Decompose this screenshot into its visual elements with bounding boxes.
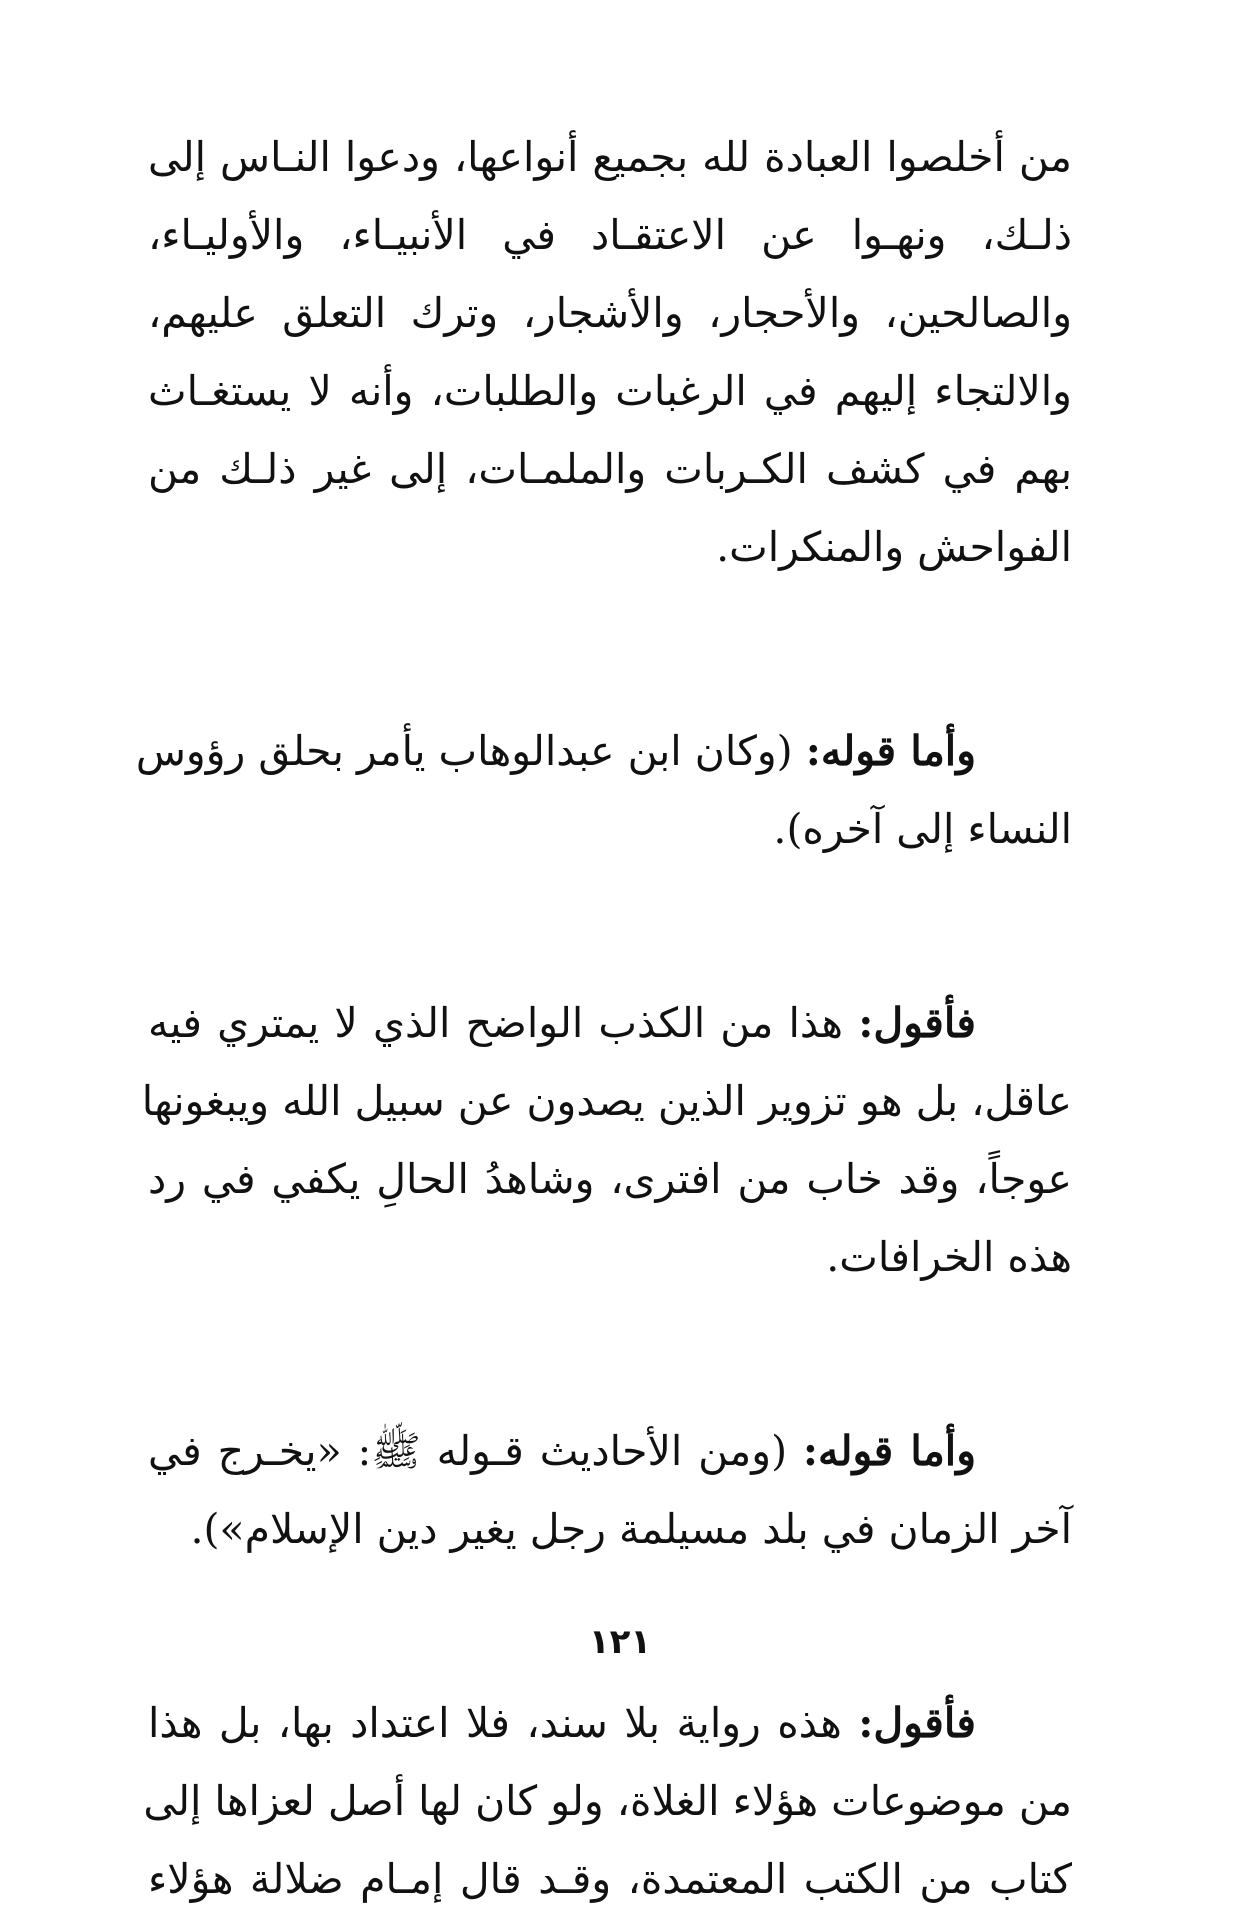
text-line: والصالحين، والأحجار، والأشجار، وترك التعلق عليهم،: [148, 289, 1072, 337]
text-line: بهم في كشف الكـربات والملمـات، إلى غير ذلـك من: [148, 445, 1072, 493]
text-line-rest: هذا من الكذب الواضح الذي لا يمتري فيه: [148, 999, 859, 1047]
text-line: هذه الخرافات.: [826, 1233, 1072, 1281]
lead-phrase: فأقول:: [858, 1699, 976, 1747]
lead-phrase: وأما قوله:: [805, 727, 976, 775]
text-line: من أخلصوا العبادة لله بجميع أنواعها، ودعوا النـاس إلى: [148, 133, 1072, 181]
text-line: [148, 984, 1072, 1062]
text-line: [148, 1412, 1072, 1490]
text-line: النساء إلى آخره).: [773, 805, 1072, 853]
text-line: والالتجاء إليهم في الرغبات والطلبات، وأنه لا يستغـاث: [148, 367, 1072, 415]
paragraph-2: [135, 712, 1072, 868]
text-line-rest: هذه رواية بلا سند، فلا اعتداد بها، بل هذا: [148, 1699, 859, 1747]
text-line-rest: (ومن الأحاديث قـوله ﷺ: «يخـرج في: [148, 1427, 803, 1475]
paragraph-5: [143, 1684, 1072, 1918]
text-line: من موضوعات هؤلاء الغلاة، ولو كان لها أصل لعزاها إلى: [143, 1777, 1072, 1825]
text-line: عوجاً، وقد خاب من افترى، وشاهدُ الحالِ يكفي في رد: [148, 1155, 1072, 1203]
page-number: ١٢١: [588, 1622, 652, 1662]
text-line: كتاب من الكتب المعتمدة، وقـد قال إمـام ضلالة هؤلاء: [148, 1855, 1072, 1903]
paragraph-4: [148, 1412, 1072, 1568]
paragraph-1: [148, 118, 1072, 586]
text-line: [148, 1684, 1072, 1762]
text-line: عاقل، بل هو تزوير الذين يصدون عن سبيل الله ويبغونها: [141, 1077, 1072, 1125]
text-line: الفواحش والمنكرات.: [716, 523, 1072, 571]
lead-phrase: وأما قوله:: [802, 1427, 976, 1475]
text-line-rest: (وكان ابن عبدالوهاب يأمر بحلق رؤوس: [135, 727, 806, 775]
lead-phrase: فأقول:: [858, 999, 976, 1047]
text-line: آخر الزمان في بلد مسيلمة رجل يغير دين الإسلام»).: [190, 1505, 1072, 1553]
paragraph-3: [141, 984, 1072, 1296]
text-line: ذلـك، ونهـوا عن الاعتقـاد في الأنبيـاء، والأوليـاء،: [148, 211, 1072, 259]
text-line: [135, 712, 1072, 790]
